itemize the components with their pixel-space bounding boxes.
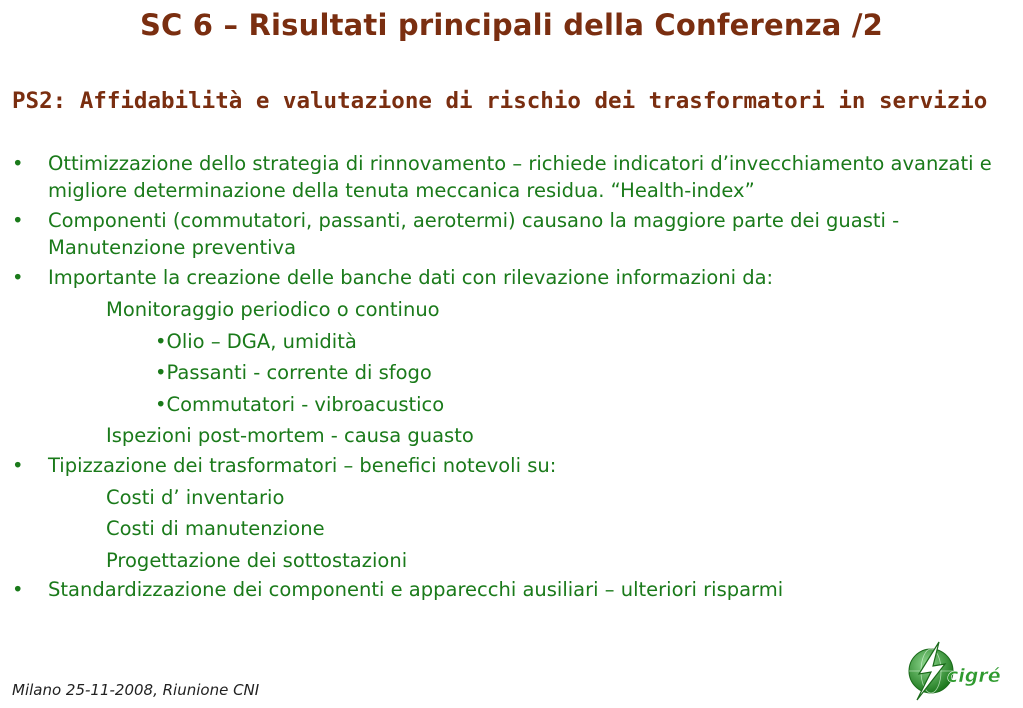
footer-text: Milano 25-11-2008, Riunione CNI	[12, 681, 260, 699]
bullet-marker: •	[12, 209, 24, 232]
bullet-text: Standardizzazione dei componenti e apparecchi ausiliari – ulteriori risparmi	[48, 578, 784, 601]
bullet-item-renewal-strategy	[0, 150, 1023, 204]
sub-sub-item-oil: •Olio – DGA, umidità	[155, 329, 357, 353]
cigre-logo	[905, 640, 1005, 702]
bullet-marker: •	[12, 453, 24, 477]
bullet-text: Ottimizzazione dello strategia di rinnovamento – richiede indicatori d’invecchiamento avanzati e migliore determinazione della tenuta meccanica residua. “Health-index”	[48, 152, 992, 202]
sub-item-inspection: Ispezioni post-mortem - causa guasto	[106, 424, 474, 447]
bullet-text: Componenti (commutatori, passanti, aerotermi) causano la maggiore parte dei guasti - Manutenzione preventiva	[48, 209, 900, 259]
sub-item-maintenance-costs: Costi di manutenzione	[106, 517, 325, 540]
slide-content	[0, 150, 1023, 606]
bullet-item-typing	[0, 452, 1023, 479]
sub-item-monitoring: Monitoraggio periodico o continuo	[106, 298, 440, 321]
section-subtitle: PS2: Affidabilità e valutazione di rischio dei trasformatori in servizio	[12, 88, 988, 114]
slide-title: SC 6 – Risultati principali della Conferenza /2	[139, 8, 884, 42]
bullet-marker: •	[12, 152, 24, 175]
sub-item-inventory-costs: Costi d’ inventario	[106, 485, 285, 509]
bullet-marker: •	[12, 266, 24, 289]
bullet-item-components	[0, 207, 1023, 261]
bullet-item-standardization	[0, 576, 1023, 603]
bullet-marker: •	[12, 578, 24, 601]
logo-text: cigré	[947, 665, 1001, 687]
sub-sub-item-bushings: •Passanti - corrente di sfogo	[155, 361, 432, 384]
bullet-text: Importante la creazione delle banche dati con rilevazione informazioni da:	[48, 266, 774, 289]
bullet-item-databanks	[0, 264, 1023, 291]
bullet-text: Tipizzazione dei trasformatori – benefici notevoli su:	[48, 453, 557, 477]
sub-sub-item-tap-changers: •Commutatori - vibroacustico	[155, 392, 445, 416]
sub-item-substation-design: Progettazione dei sottostazioni	[106, 548, 408, 572]
